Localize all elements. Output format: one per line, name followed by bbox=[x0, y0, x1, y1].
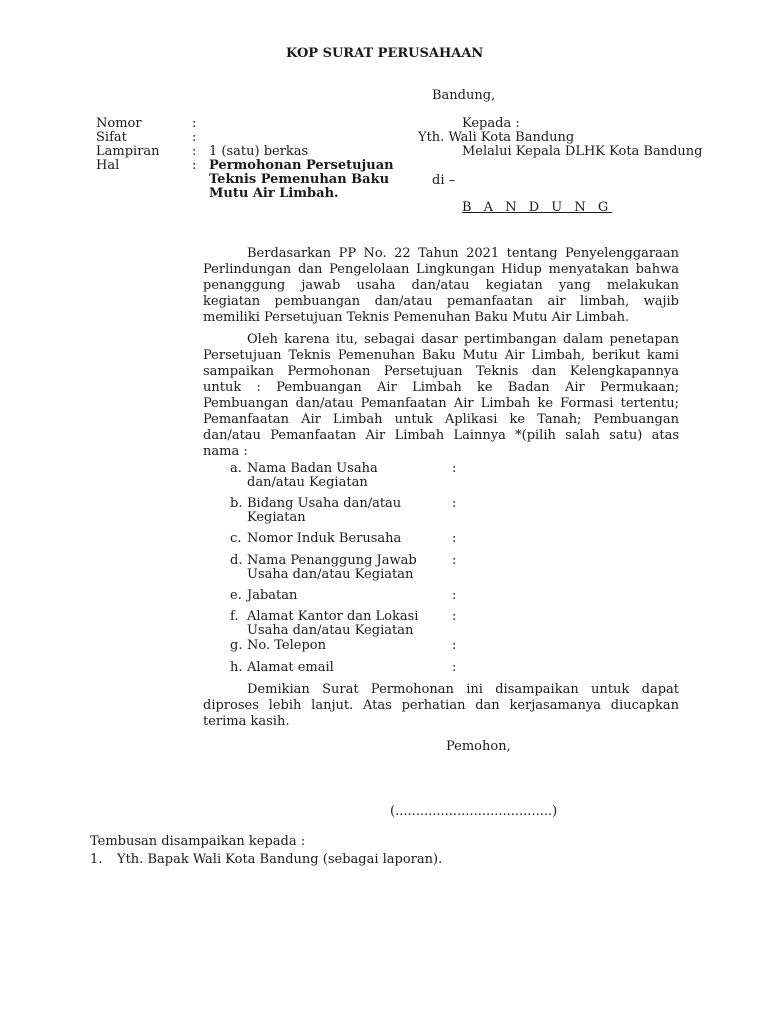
paragraph-line: Oleh karena itu, sebagai dasar pertimbangan dalam penetapan bbox=[247, 332, 679, 347]
nomor-label: Nomor bbox=[96, 116, 142, 131]
signature-label: Pemohon, bbox=[446, 739, 511, 754]
paragraph-line: dan/atau Pemanfaatan Air Limbah Lainnya *(pilih salah satu) atas bbox=[203, 428, 679, 443]
paragraph-line: Berdasarkan PP No. 22 Tahun 2021 tentang Penyelenggaraan bbox=[247, 246, 679, 261]
paragraph-line: diproses lebih lanjut. Atas perhatian dan kerjasamanya diucapkan bbox=[203, 698, 679, 713]
recipient-name: Yth. Wali Kota Bandung bbox=[418, 130, 575, 145]
lampiran-label: Lampiran bbox=[96, 144, 160, 159]
list-item-label: Nama Penanggung Jawab bbox=[247, 553, 417, 568]
list-item-colon: : bbox=[452, 660, 457, 675]
list-item-letter: h. bbox=[230, 660, 243, 675]
paragraph-line: Pembuangan dan/atau Pemanfaatan Air Limbah ke Formasi tertentu; bbox=[203, 396, 679, 411]
paragraph-line: Persetujuan Teknis Pemenuhan Baku Mutu Air Limbah, berikut kami bbox=[203, 348, 679, 363]
recipient-di: di – bbox=[432, 173, 456, 188]
paragraph-line: Demikian Surat Permohonan ini disampaikan untuk dapat bbox=[247, 682, 679, 697]
list-item-colon: : bbox=[452, 461, 457, 476]
list-item-label: Nama Badan Usaha bbox=[247, 461, 378, 476]
list-item-label: No. Telepon bbox=[247, 638, 326, 653]
list-item-letter: f. bbox=[230, 609, 239, 624]
letterhead-title: KOP SURAT PERUSAHAAN bbox=[286, 46, 484, 61]
list-item-label: Bidang Usaha dan/atau bbox=[247, 496, 402, 511]
paragraph-line: untuk : Pembuangan Air Limbah ke Badan Air Permukaan; bbox=[203, 380, 679, 395]
list-item-label: Usaha dan/atau Kegiatan bbox=[247, 567, 414, 582]
paragraph-line: memiliki Persetujuan Teknis Pemenuhan Baku Mutu Air Limbah. bbox=[203, 310, 630, 325]
lampiran-colon: : bbox=[192, 144, 197, 159]
list-item-label: Nomor Induk Berusaha bbox=[247, 531, 402, 546]
list-item-label: Kegiatan bbox=[247, 510, 306, 525]
list-item-letter: d. bbox=[230, 553, 243, 568]
list-item-letter: a. bbox=[230, 461, 242, 476]
sifat-label: Sifat bbox=[96, 130, 127, 145]
hal-colon: : bbox=[192, 158, 197, 173]
list-item-colon: : bbox=[452, 588, 457, 603]
hal-value-line: Teknis Pemenuhan Baku bbox=[209, 172, 390, 187]
list-item-letter: e. bbox=[230, 588, 242, 603]
paragraph-line: kegiatan pembuangan dan/atau pemanfaatan air limbah, wajib bbox=[203, 294, 679, 309]
list-item-colon: : bbox=[452, 609, 457, 624]
list-item-colon: : bbox=[452, 553, 457, 568]
paragraph-line: terima kasih. bbox=[203, 714, 290, 729]
paragraph-line: penanggung jawab usaha dan/atau kegiatan yang melakukan bbox=[203, 278, 679, 293]
closing-paragraph bbox=[203, 682, 679, 730]
lampiran-value: 1 (satu) berkas bbox=[209, 144, 309, 159]
list-item-label: Usaha dan/atau Kegiatan bbox=[247, 623, 414, 638]
nomor-colon: : bbox=[192, 116, 197, 131]
paragraph-1 bbox=[203, 246, 679, 326]
paragraph-line: sampaikan Permohonan Persetujuan Teknis dan Kelengkapannya bbox=[203, 364, 679, 379]
recipient-via: Melalui Kepala DLHK Kota Bandung bbox=[462, 144, 703, 159]
list-item-letter: c. bbox=[230, 531, 242, 546]
list-item-label: Jabatan bbox=[247, 588, 298, 603]
list-item-label: Alamat email bbox=[247, 660, 334, 675]
sifat-colon: : bbox=[192, 130, 197, 145]
hal-value-line: Permohonan Persetujuan bbox=[209, 158, 394, 173]
hal-value-line: Mutu Air Limbah. bbox=[209, 186, 339, 201]
list-item-label: Alamat Kantor dan Lokasi bbox=[247, 609, 419, 624]
recipient-city: B A N D U N G bbox=[462, 200, 613, 215]
list-item-label: dan/atau Kegiatan bbox=[247, 475, 368, 490]
list-item-colon: : bbox=[452, 638, 457, 653]
signature-placeholder: (......................................) bbox=[390, 804, 558, 819]
list-item-letter: b. bbox=[230, 496, 243, 511]
kepada-label: Kepada : bbox=[462, 116, 520, 131]
hal-label: Hal bbox=[96, 158, 120, 173]
list-item-colon: : bbox=[452, 496, 457, 511]
list-item-colon: : bbox=[452, 531, 457, 546]
place-date: Bandung, bbox=[432, 88, 496, 103]
paragraph-line: nama : bbox=[203, 444, 248, 459]
paragraph-line: Pemanfaatan Air Limbah untuk Aplikasi ke Tanah; Pembuangan bbox=[203, 412, 679, 427]
paragraph-line: Perlindungan dan Pengelolaan Lingkungan Hidup menyatakan bahwa bbox=[203, 262, 679, 277]
cc-label: Tembusan disampaikan kepada : bbox=[90, 834, 306, 849]
cc-item-text: Yth. Bapak Wali Kota Bandung (sebagai laporan). bbox=[117, 852, 443, 867]
list-item-letter: g. bbox=[230, 638, 243, 653]
cc-item-number: 1. bbox=[90, 852, 103, 867]
paragraph-2 bbox=[203, 332, 679, 460]
